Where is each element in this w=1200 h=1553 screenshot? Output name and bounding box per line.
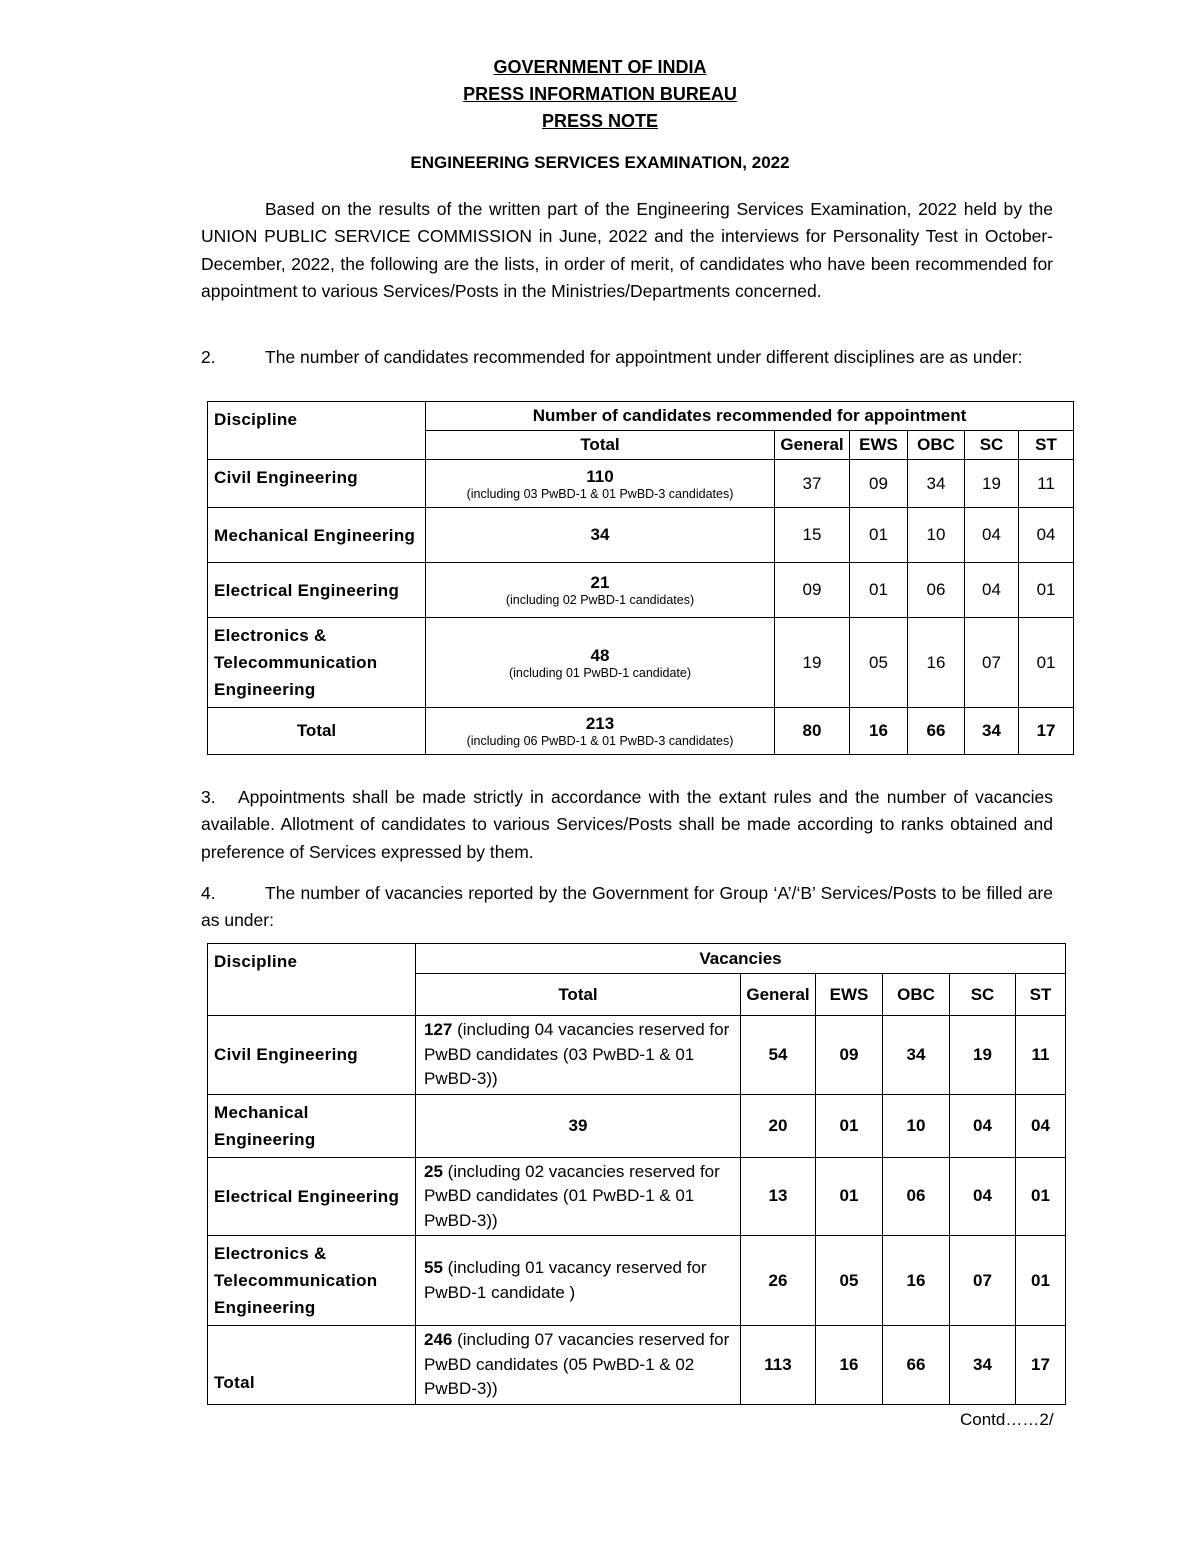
- t1-sc: 34: [965, 708, 1019, 755]
- t1-st: 01: [1019, 563, 1074, 618]
- t2-obc: 34: [883, 1016, 950, 1095]
- t1-obc: 34: [908, 460, 965, 508]
- paragraph-4-number: 4.: [201, 883, 216, 903]
- table-row: [208, 563, 1074, 618]
- t2-st: 11: [1016, 1016, 1066, 1095]
- t1-ews: 01: [850, 563, 908, 618]
- paragraph-3-number: 3.: [201, 787, 216, 807]
- vacancies-table: [207, 943, 1066, 1405]
- paragraph-2: [201, 344, 1053, 371]
- t1-header-obc: OBC: [908, 431, 965, 460]
- table-row: [208, 460, 1074, 508]
- t2-st: 17: [1016, 1326, 1066, 1405]
- t1-row-discipline: Electrical Engineering: [208, 563, 426, 618]
- t2-obc: 10: [883, 1094, 950, 1157]
- t2-row-total: [416, 1016, 741, 1095]
- t2-ews: 01: [816, 1094, 883, 1157]
- t2-header-ews: EWS: [816, 974, 883, 1016]
- t2-general: 20: [741, 1094, 816, 1157]
- t2-header-discipline: Discipline: [208, 944, 416, 1016]
- t1-general: 37: [775, 460, 850, 508]
- t1-row-total: [426, 508, 775, 563]
- t1-total-value: 213: [585, 714, 615, 733]
- t2-ews: 05: [816, 1236, 883, 1326]
- t1-obc: 06: [908, 563, 965, 618]
- t1-row-total: [426, 563, 775, 618]
- t2-ews: 09: [816, 1016, 883, 1095]
- t1-row-total: [426, 708, 775, 755]
- t1-row-discipline: Civil Engineering: [208, 460, 426, 508]
- header-government: GOVERNMENT OF INDIA: [493, 57, 707, 77]
- t1-total-value: 21: [590, 573, 610, 592]
- t1-ews: 09: [850, 460, 908, 508]
- table-row: [208, 1236, 1066, 1326]
- t1-ews: 16: [850, 708, 908, 755]
- t1-total-label: Total: [208, 708, 426, 755]
- t1-general: 80: [775, 708, 850, 755]
- t2-sc: 04: [950, 1094, 1016, 1157]
- t2-total-value: 25: [424, 1161, 443, 1181]
- table-row: [208, 1016, 1066, 1095]
- t2-row-total: [416, 1236, 741, 1326]
- t2-header-st: ST: [1016, 974, 1066, 1016]
- t2-general: 13: [741, 1157, 816, 1236]
- paragraph-4-text: The number of vacancies reported by the Government for Group ‘A’/‘B’ Services/Posts to be filled are as under:: [201, 883, 1053, 931]
- t1-row-discipline: Mechanical Engineering: [208, 508, 426, 563]
- t1-obc: 16: [908, 618, 965, 708]
- t1-st: 04: [1019, 508, 1074, 563]
- t1-row-discipline: Electronics & Telecommunication Engineering: [208, 618, 426, 708]
- t2-ews: 01: [816, 1157, 883, 1236]
- t2-row-discipline: Mechanical Engineering: [208, 1094, 416, 1157]
- table-total-row: [208, 1326, 1066, 1405]
- recommended-candidates-table: [207, 401, 1074, 755]
- t1-general: 19: [775, 618, 850, 708]
- t2-sc: 04: [950, 1157, 1016, 1236]
- t2-obc: 16: [883, 1236, 950, 1326]
- t1-total-note: (including 02 PwBD-1 candidates): [505, 593, 695, 607]
- document-title: ENGINEERING SERVICES EXAMINATION, 2022: [410, 153, 790, 172]
- t1-obc: 66: [908, 708, 965, 755]
- t1-header-discipline: Discipline: [208, 402, 426, 460]
- t1-header-ews: EWS: [850, 431, 908, 460]
- t2-total-note: (including 02 vacancies reserved for PwBD candidates (01 PwBD-1 & 01 PwBD-3)): [424, 1161, 720, 1230]
- t2-header-sc: SC: [950, 974, 1016, 1016]
- t1-st: 17: [1019, 708, 1074, 755]
- t1-sc: 19: [965, 460, 1019, 508]
- t2-total-note: (including 04 vacancies reserved for PwBD candidates (03 PwBD-1 & 01 PwBD-3)): [424, 1020, 730, 1088]
- t2-general: 54: [741, 1016, 816, 1095]
- paragraph-2-number: 2.: [201, 347, 216, 367]
- table-total-row: [208, 708, 1074, 755]
- t1-sc: 04: [965, 563, 1019, 618]
- t2-row-total: [416, 1326, 741, 1405]
- t2-general: 26: [741, 1236, 816, 1326]
- t2-row-discipline: Civil Engineering: [208, 1016, 416, 1095]
- header-bureau: PRESS INFORMATION BUREAU: [463, 84, 737, 104]
- t2-ews: 16: [816, 1326, 883, 1405]
- t1-header-total: Total: [426, 431, 775, 460]
- t2-st: 01: [1016, 1157, 1066, 1236]
- t1-general: 15: [775, 508, 850, 563]
- t1-ews: 01: [850, 508, 908, 563]
- t2-header-general: General: [741, 974, 816, 1016]
- t2-total-note: (including 01 vacancy reserved for PwBD-1 candidate ): [424, 1258, 707, 1302]
- header-press-note: PRESS NOTE: [541, 111, 659, 131]
- t1-total-value: 48: [590, 645, 610, 665]
- table-row: [208, 1094, 1066, 1157]
- paragraph-2-text: The number of candidates recommended for appointment under different disciplines are as under:: [265, 347, 1023, 367]
- t1-st: 01: [1019, 618, 1074, 708]
- t1-total-note: (including 03 PwBD-1 & 01 PwBD-3 candidates): [466, 486, 734, 501]
- t1-ews: 05: [850, 618, 908, 708]
- t2-row-total: [416, 1157, 741, 1236]
- t1-row-total: [426, 618, 775, 708]
- t1-st: 11: [1019, 460, 1074, 508]
- t2-sc: 34: [950, 1326, 1016, 1405]
- paragraph-4: [201, 880, 1053, 935]
- paragraph-3-text: Appointments shall be made strictly in accordance with the extant rules and the number of vacancies available. Allotment of candidates to various Services/Posts shall be made according to ranks obtained and preference of Services expressed by them.: [201, 787, 1053, 862]
- t2-general: 113: [741, 1326, 816, 1405]
- t2-total-label: Total: [208, 1326, 416, 1405]
- table-row: [208, 618, 1074, 708]
- t1-header-st: ST: [1019, 431, 1074, 460]
- continued-marker: Contd……2/: [960, 1410, 1054, 1429]
- t1-header-general: General: [775, 431, 850, 460]
- t1-general: 09: [775, 563, 850, 618]
- t2-total-value: 246: [424, 1330, 453, 1349]
- t1-total-value: 110: [586, 466, 614, 486]
- t1-sc: 07: [965, 618, 1019, 708]
- t2-header-group: Vacancies: [416, 944, 1066, 974]
- t2-obc: 66: [883, 1326, 950, 1405]
- t2-total-note: (including 07 vacancies reserved for PwBD candidates (05 PwBD-1 & 02 PwBD-3)): [424, 1330, 730, 1398]
- t1-row-total: [426, 460, 775, 508]
- t2-header-total: Total: [416, 974, 741, 1016]
- paragraph-1: Based on the results of the written part of the Engineering Services Examination, 2022 held by the UNION PUBLIC SERVICE COMMISSION in June, 2022 and the interviews for Personality Test in October-December, 2022, the following are the lists, in order of merit, of candidates who have been recommended for appointment to various Services/Posts in the Ministries/Departments concerned.: [201, 199, 1053, 301]
- t2-total-value: 39: [416, 1094, 741, 1157]
- t1-header-sc: SC: [965, 431, 1019, 460]
- t2-sc: 19: [950, 1016, 1016, 1095]
- t2-total-value: 127: [424, 1020, 453, 1039]
- t1-total-note: (including 01 PwBD-1 candidate): [508, 665, 692, 680]
- t2-row-discipline: Electronics & Telecommunication Engineering: [208, 1236, 416, 1326]
- t1-total-note: (including 06 PwBD-1 & 01 PwBD-3 candidates): [466, 734, 734, 748]
- t2-st: 04: [1016, 1094, 1066, 1157]
- t1-total-value: 34: [590, 525, 610, 544]
- t2-sc: 07: [950, 1236, 1016, 1326]
- t2-row-discipline: Electrical Engineering: [208, 1157, 416, 1236]
- t1-header-group: Number of candidates recommended for appointment: [426, 402, 1074, 431]
- t2-st: 01: [1016, 1236, 1066, 1326]
- t1-obc: 10: [908, 508, 965, 563]
- table-row: [208, 508, 1074, 563]
- t2-header-obc: OBC: [883, 974, 950, 1016]
- paragraph-3: [201, 784, 1053, 866]
- table-row: [208, 1157, 1066, 1236]
- t2-total-value: 55: [424, 1258, 443, 1277]
- t2-obc: 06: [883, 1157, 950, 1236]
- t1-sc: 04: [965, 508, 1019, 563]
